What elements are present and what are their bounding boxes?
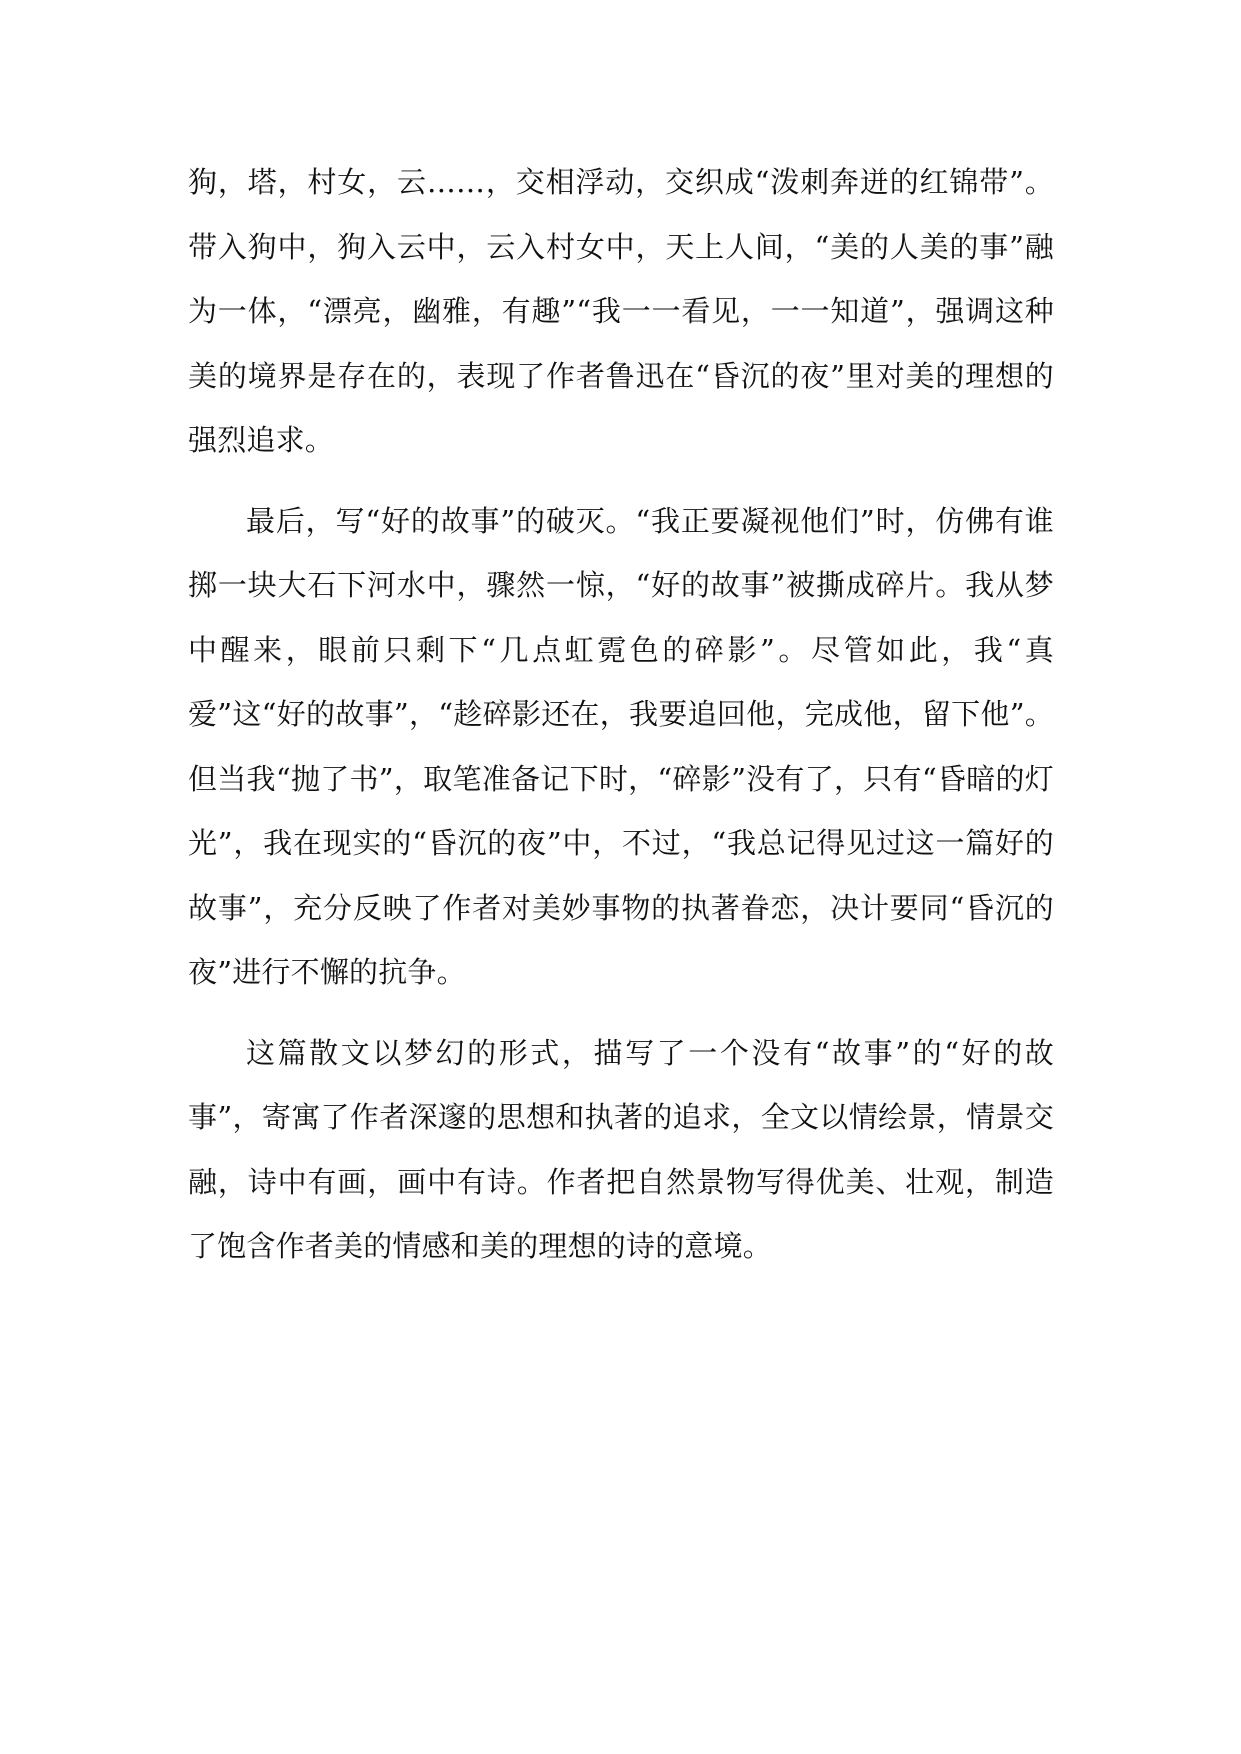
paragraph-continued: 狗，塔，村女，云……，交相浮动，交织成“泼刺奔迸的红锦带”。带入狗中，狗入云中，云入村女中，天上人间，“美的人美的事”融为一体，“漂亮，幽雅，有趣”“我一一看见，一一知道”，强调这种美的境界是存在的，表现了作者鲁迅在“昏沉的夜”里对美的理想的强烈追求。 <box>188 165 1054 457</box>
paragraph-ending-destruction: 最后，写“好的故事”的破灭。“我正要凝视他们”时，仿佛有谁掷一块大石下河水中，骤然一惊，“好的故事”被撕成碎片。我从梦中醒来，眼前只剩下“几点虹霓色的碎影”。尽管如此，我“真爱”这“好的故事”，“趁碎影还在，我要追回他，完成他，留下他”。但当我“抛了书”，取笔准备记下时，“碎影”没有了，只有“昏暗的灯光”，我在现实的“昏沉的夜”中，不过，“我总记得见过这一篇好的故事”，充分反映了作者对美妙事物的执著眷恋，决计要同“昏沉的夜”进行不懈的抗争。 <box>188 503 1055 989</box>
document-page <box>188 150 1054 1279</box>
paragraph-conclusion: 这篇散文以梦幻的形式，描写了一个没有“故事”的“好的故事”，寄寓了作者深邃的思想和执著的追求，全文以情绘景，情景交融，诗中有画，画中有诗。作者把自然景物写得优美、壮观，制造了饱含作者美的情感和美的理想的诗的意境。 <box>188 1035 1054 1263</box>
